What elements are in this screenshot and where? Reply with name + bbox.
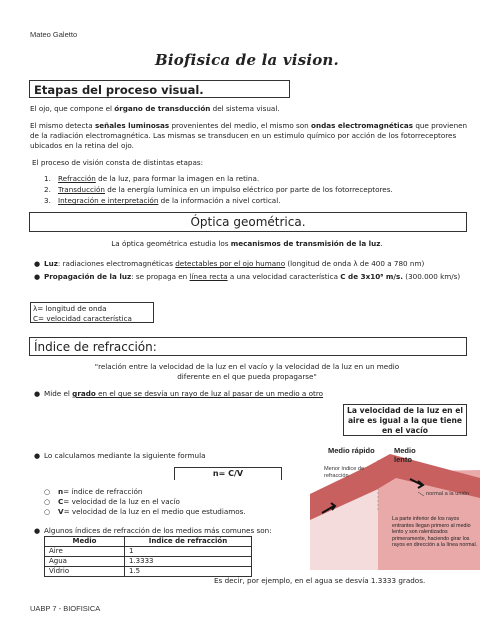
def-text: = índice de refracción — [63, 487, 143, 496]
text-segment: El mismo detecta — [30, 121, 95, 130]
section-heading-optica: Óptica geométrica. — [29, 212, 467, 232]
text-bold: grado — [72, 389, 96, 398]
stage-term: Integración e interpretación — [58, 196, 159, 205]
fast-medium-label: Medio rápido — [328, 446, 375, 455]
stage-text: de la información a nivel cortical. — [158, 196, 281, 205]
bullet-propagacion — [34, 272, 474, 282]
def-symbol: n — [58, 487, 64, 496]
stage-text: de la energía lumínica en un impulso eléctrico por parte de los fotorreceptores. — [104, 185, 393, 194]
text-segment: . — [380, 239, 383, 248]
legend-c: C= velocidad característica — [33, 313, 132, 323]
def-symbol: V — [58, 507, 64, 516]
text-segment: (longitud de onda λ de 400 a 780 nm) — [285, 259, 425, 268]
section-heading-indice: Índice de refracción: — [29, 337, 467, 356]
stage-number: 1. — [44, 174, 51, 183]
bullet-dot-icon: ● — [34, 260, 41, 268]
def-n — [44, 487, 284, 497]
table-cell: 1 — [125, 547, 252, 557]
table-cell: Vidrio — [45, 567, 125, 577]
example-text: Es decir, por ejemplo, en el agua se desvía 1.3333 grados. — [214, 576, 426, 585]
text-bold: mecanismos de transmisión de la luz — [230, 239, 381, 248]
text-segment: a una velocidad característica — [227, 272, 341, 281]
text-segment: provenientes del medio, el mismo son — [169, 121, 312, 130]
refraction-table — [44, 536, 252, 577]
text-bold: órgano de transducción — [114, 104, 211, 113]
def-symbol: C — [58, 497, 64, 506]
text-segment: La óptica geométrica estudia los — [111, 239, 231, 248]
text-segment: : radiaciones electromagnéticas — [57, 259, 176, 268]
text-underline: en el que se desvía un rayo de luz al pasar de un medio a otro — [95, 389, 324, 398]
def-text: = velocidad de la luz en el vacío — [63, 497, 180, 506]
stage-item-2 — [44, 185, 474, 195]
formula-box: n= C/V — [174, 467, 282, 480]
stage-term: Refracción — [58, 174, 96, 183]
def-text: = velocidad de la luz en el medio que estudiamos. — [63, 507, 246, 516]
section-heading-etapas: Etapas del proceso visual. — [29, 80, 290, 98]
junction-label: normal a la unión — [426, 491, 469, 497]
stage-term: Transducción — [58, 185, 105, 194]
callout-box: La velocidad de la luz en el aire es igual a la que tiene en el vacío — [343, 404, 467, 436]
table-header: Medio — [45, 537, 125, 547]
text-segment: Algunos índices de refracción de los medios más comunes son: — [44, 526, 272, 535]
stage-item-3 — [44, 196, 474, 206]
paragraph-stages-intro: El proceso de visión consta de distintas etapas: — [32, 158, 204, 167]
text-bold: Luz — [44, 259, 58, 268]
text-segment: Lo calculamos mediante la siguiente formula — [44, 451, 206, 460]
author-name: Mateo Galetto — [30, 30, 78, 39]
paragraph-optics-intro — [0, 239, 494, 249]
stage-number: 3. — [44, 196, 51, 205]
bullet-dot-icon: ● — [34, 390, 41, 398]
stage-item-1 — [44, 174, 474, 184]
bullet-dot-icon: ● — [34, 273, 41, 281]
text-segment: que provienen de la radiación electromagnética. Las mismas se transducen en un estimulo químico por acción de los fotorreceptores ubicados en la retina del ojo. — [30, 121, 468, 150]
text-underline: detectables por el ojo humano — [175, 259, 286, 268]
bullet-indices — [34, 526, 314, 536]
table-cell: Agua — [45, 557, 125, 567]
refraction-diagram — [310, 440, 480, 570]
text-bold: Propagación de la luz — [44, 272, 132, 281]
table-row — [45, 557, 252, 567]
table-cell: 1.5 — [125, 567, 252, 577]
table-row — [45, 567, 252, 577]
bullet-circle-icon: ○ — [44, 488, 51, 496]
fast-medium-note: Menor índice de refracción — [324, 466, 365, 479]
stage-text: de la luz, para formar la imagen en la retina. — [95, 174, 260, 183]
table-cell: 1.3333 — [125, 557, 252, 567]
footer-text: UABP 7 - BIOFISICA — [30, 604, 101, 613]
slow-medium-label: Medio lento — [394, 446, 416, 464]
table-header-row — [45, 537, 252, 547]
bullet-luz — [34, 259, 474, 269]
table-header: Índice de refracción — [125, 537, 252, 547]
bullet-dot-icon: ● — [34, 527, 41, 535]
bullet-formula — [34, 451, 274, 461]
stage-number: 2. — [44, 185, 51, 194]
bullet-mide — [34, 389, 364, 399]
bullet-circle-icon: ○ — [44, 508, 51, 516]
def-c — [44, 497, 284, 507]
bullet-circle-icon: ○ — [44, 498, 51, 506]
legend-lambda: λ= longitud de onda — [33, 304, 107, 313]
diagram-caption: La parte inferior de los rayos entrantes llegan primero al medio lento y son ralentizados primeramente, haciendo girar los rayos en dirección a la línea normal. — [392, 516, 478, 549]
text-segment: El ojo, que compone el — [30, 104, 115, 113]
paragraph-organ — [30, 104, 470, 114]
quote-line-2: diferente en el que pueda propagarse" — [177, 372, 317, 381]
table-row — [45, 547, 252, 557]
text-bold: ondas electromagnéticas — [311, 121, 414, 130]
paragraph-signals — [30, 121, 470, 151]
text-bold: señales luminosas — [94, 121, 170, 130]
bullet-dot-icon: ● — [34, 452, 41, 460]
def-v — [44, 507, 304, 517]
page-title: Biofisica de la vision. — [155, 51, 339, 69]
legend-box — [30, 302, 154, 323]
text-segment: (300.000 km/s) — [402, 272, 461, 281]
quote-line-1: "relación entre la velocidad de la luz en el vacío y la velocidad de la luz en un medio — [94, 362, 400, 371]
text-underline: línea recta — [189, 272, 228, 281]
text-segment: : se propaga en — [131, 272, 190, 281]
text-segment: del sistema visual. — [210, 104, 280, 113]
text-segment: Mide el — [44, 389, 73, 398]
table-cell: Aire — [45, 547, 125, 557]
text-bold: C de 3x10⁸ m/s. — [340, 272, 403, 281]
